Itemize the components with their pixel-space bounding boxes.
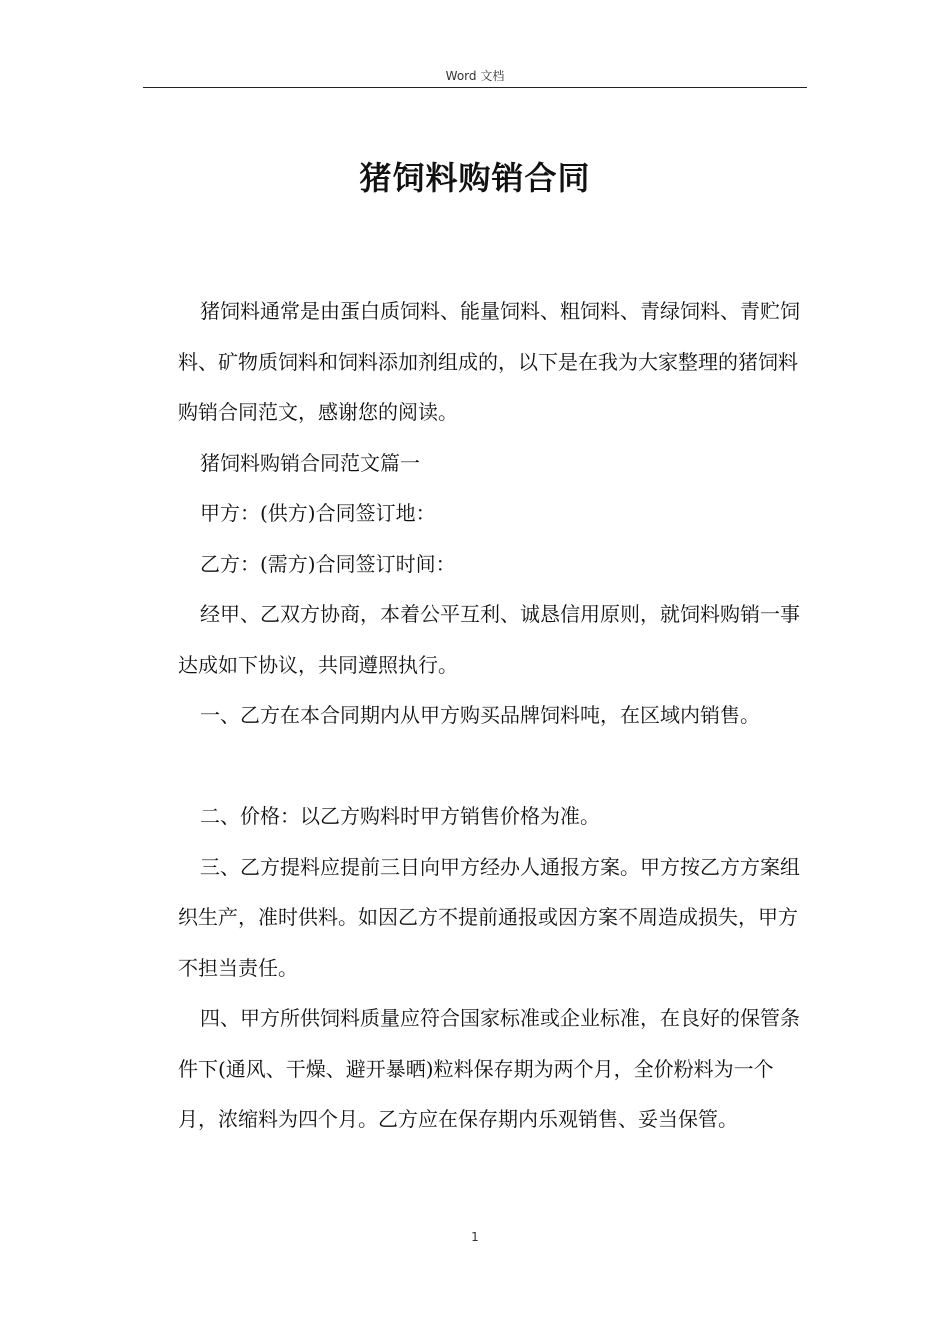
paragraph-agreement: 经甲、乙双方协商，本着公平互利、诚恳信用原则，就饲料购销一事达成如下协议，共同遵照执行。 bbox=[178, 602, 800, 677]
paragraph-party-b: 乙方：(需方)合同签订时间： bbox=[200, 551, 456, 576]
paragraph-clause-4: 四、甲方所供饲料质量应符合国家标准或企业标准，在良好的保管条件下(通风、干燥、避开暴晒)粒料保存期为两个月，全价粉料为一个月，浓缩料为四个月。乙方应在保存期内乐观销售、妥当保管。 bbox=[178, 1006, 800, 1131]
paragraph-intro: 猪饲料通常是由蛋白质饲料、能量饲料、粗饲料、青绿饲料、青贮饲料、矿物质饲料和饲料添加剂组成的，以下是在我为大家整理的猪饲料购销合同范文，感谢您的阅读。 bbox=[178, 299, 800, 424]
header-divider bbox=[143, 87, 807, 88]
paragraph-clause-3: 三、乙方提料应提前三日向甲方经办人通报方案。甲方按乙方方案组织生产，准时供料。如因乙方不提前通报或因方案不周造成损失，甲方不担当责任。 bbox=[178, 854, 800, 980]
paragraph-clause-2: 二、价格：以乙方购料时甲方销售价格为准。 bbox=[200, 804, 600, 828]
page-number: 1 bbox=[471, 1230, 479, 1244]
paragraph-section-heading: 猪饲料购销合同范文篇一 bbox=[200, 450, 420, 475]
document-body bbox=[178, 286, 808, 1145]
page-header-label: Word 文档 bbox=[445, 69, 505, 83]
document-title: 猪饲料购销合同 bbox=[359, 159, 591, 197]
paragraph-party-a: 甲方：(供方)合同签订地： bbox=[200, 501, 436, 525]
paragraph-clause-1: 一、乙方在本合同期内从甲方购买品牌饲料吨，在区域内销售。 bbox=[200, 703, 760, 727]
